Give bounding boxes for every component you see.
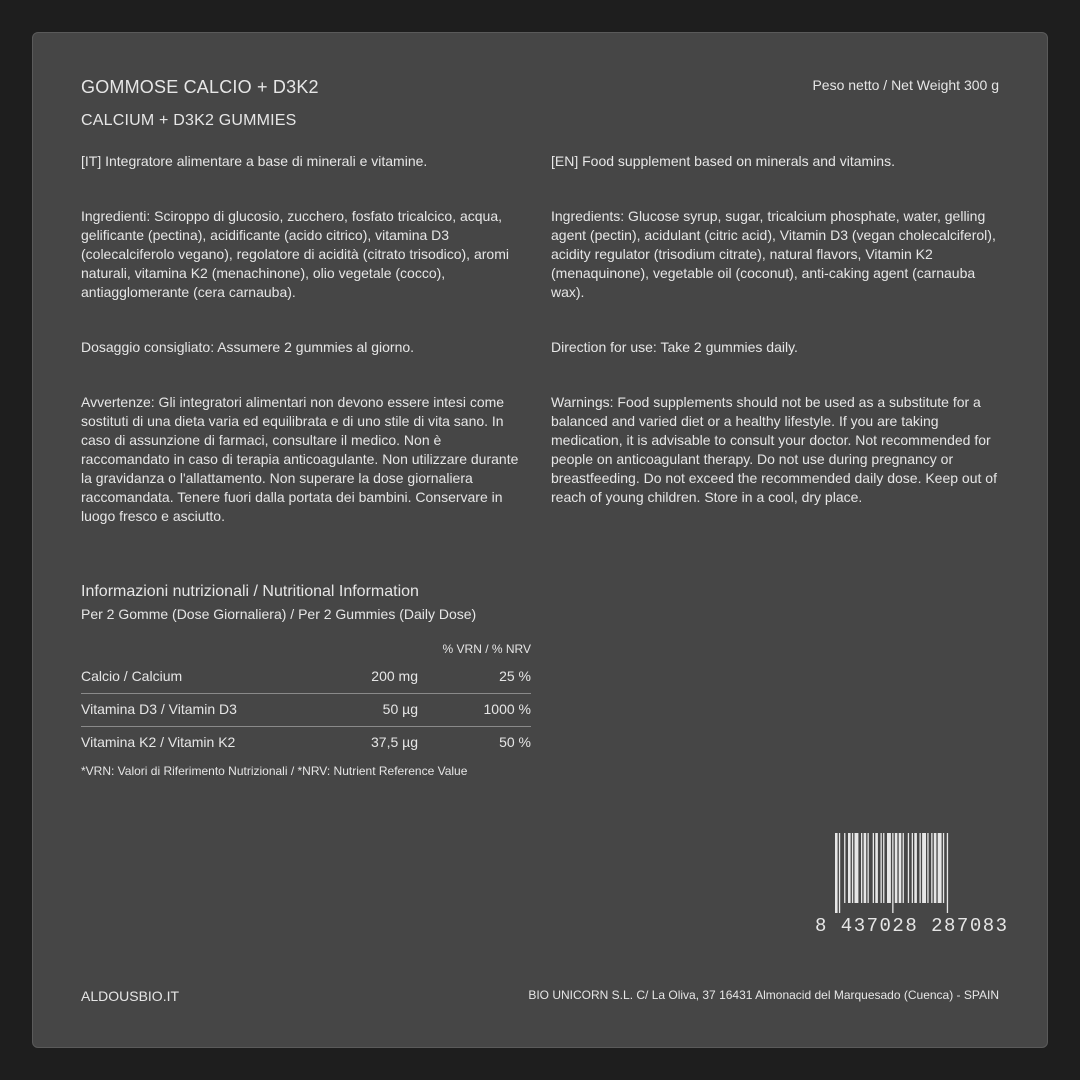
en-dosage [551, 338, 1001, 357]
barcode-bar [875, 833, 878, 903]
company-address: BIO UNICORN S.L. C/ La Oliva, 37 16431 Almonacid del Marquesado (Cuenca) - SPAIN [528, 988, 999, 1002]
nutrient-percent: 1000 % [483, 701, 531, 717]
barcode-bar [839, 833, 840, 913]
it-ingredients-text: Ingredienti: Sciroppo di glucosio, zucchero, fosfato tricalcico, acqua, gelificante (pectina), acidificante (acido citrico), vitamina D3 (colecalciferolo vegano), regolatore di acidità (citrato trisodico), aromi naturali, vitamina K2 (menachinone), olio vegetale (cocco), antiagglomerante (cera carnauba). [81, 208, 509, 300]
net-weight: Peso netto / Net Weight 300 g [812, 77, 999, 93]
table-row [81, 694, 531, 727]
barcode-bar [844, 833, 845, 903]
nutrition-serving: Per 2 Gomme (Dose Giornaliera) / Per 2 Gummies (Daily Dose) [81, 606, 477, 622]
barcode-bar [868, 833, 869, 903]
barcode-bar [895, 833, 898, 903]
barcode-bar [864, 833, 867, 903]
barcode-bar [892, 833, 893, 913]
en-dosage-text: Direction for use: Take 2 gummies daily. [551, 339, 798, 355]
barcode-bar [912, 833, 913, 903]
en-ingredients [551, 207, 1001, 302]
barcode-bar [914, 833, 917, 903]
barcode-bar [943, 833, 944, 903]
nutrient-percent: 50 % [499, 734, 531, 750]
barcode-bar [883, 833, 884, 903]
nutrient-percent: 25 % [499, 668, 531, 684]
nutrient-name: Calcio / Calcium [81, 668, 183, 684]
barcode-bar [852, 833, 853, 903]
barcode-bar [861, 833, 862, 903]
en-warnings-text: Warnings: Food supplements should not be used as a substitute for a balanced and varied diet or a healthy lifestyle. If you are taking medication, it is advisable to consult your doctor. Not recommended for people on anticoagulant therapy. Do not use during pregnancy or breastfeeding. Do not exceed the recommended daily dose. Keep out of reach of young children. Store in a cool, dry place. [551, 394, 997, 505]
it-intro [81, 152, 531, 171]
nutrient-amount: 200 mg [371, 668, 418, 684]
product-subtitle: CALCIUM + D3K2 GUMMIES [81, 112, 297, 129]
product-title: GOMMOSE CALCIO + D3K2 [81, 77, 319, 97]
it-warnings [81, 393, 531, 526]
barcode-bar [947, 833, 948, 913]
it-warnings-text: Avvertenze: Gli integratori alimentari non devono essere intesi come sostituti di una dieta varia ed equilibrata e di uno stile di vita sano. In caso di assunzione di farmaci, consultare il medico. Non è raccomandato in caso di terapia anticoagulante. Non utilizzare durante la gravidanza o l'allattamento. Non superare la dose giornaliera raccomandata. Tenere fuori dalla portata dei bambini. Conservare in luogo fresco e asciutto. [81, 394, 519, 524]
nutrition-percent-header: % VRN / % NRV [442, 642, 531, 656]
barcode-bar [927, 833, 928, 903]
en-intro [551, 152, 1001, 171]
barcode-bar [938, 833, 942, 903]
nutrient-amount: 50 µg [382, 701, 418, 717]
it-intro-text: [IT] Integratore alimentare a base di minerali e vitamine. [81, 153, 428, 169]
barcode-bar [848, 833, 851, 903]
it-ingredients [81, 207, 531, 302]
barcode-icon [833, 833, 1003, 913]
en-ingredients-text: Ingredients: Glucose syrup, sugar, tricalcium phosphate, water, gelling agent (pectin), acidulant (citric acid), Vitamin D3 (vegan cholecalciferol), acidity regulator (trisodium citrate), natural flavors, Vitamin K2 (menaquinone), vegetable oil (coconut), anti-caking agent (carnauba wax). [551, 208, 996, 300]
barcode-bar [835, 833, 838, 913]
it-dosage-text: Dosaggio consigliato: Assumere 2 gummies al giorno. [81, 339, 415, 355]
barcode-bar [881, 833, 882, 903]
barcode-bar [887, 833, 891, 903]
barcode-bar [899, 833, 902, 903]
nutrient-name: Vitamina D3 / Vitamin D3 [81, 701, 237, 717]
nutrition-footnote: *VRN: Valori di Riferimento Nutrizionali / *NRV: Nutrient Reference Value [81, 764, 468, 778]
table-row [81, 727, 531, 759]
barcode-bar [922, 833, 926, 903]
barcode-bar [873, 833, 874, 903]
website-link[interactable]: ALDOUSBIO.IT [81, 988, 180, 1004]
barcode-bar [908, 833, 909, 903]
barcode-bar [903, 833, 904, 903]
barcode-bar [920, 833, 921, 903]
en-intro-text: [EN] Food supplement based on minerals and vitamins. [551, 153, 895, 169]
barcode-bar [931, 833, 932, 903]
nutrition-table [81, 639, 531, 759]
nutrient-amount: 37,5 µg [371, 734, 418, 750]
nutrient-name: Vitamina K2 / Vitamin K2 [81, 734, 236, 750]
en-warnings [551, 393, 1001, 507]
it-dosage [81, 338, 531, 357]
table-row [81, 661, 531, 694]
nutrition-title: Informazioni nutrizionali / Nutritional Information [81, 583, 419, 600]
barcode-bar [855, 833, 859, 903]
label-panel [32, 32, 1048, 1048]
barcode-number: 8 437028 287083 [815, 915, 1009, 937]
nutrition-header [81, 639, 531, 661]
barcode-bar [934, 833, 937, 903]
